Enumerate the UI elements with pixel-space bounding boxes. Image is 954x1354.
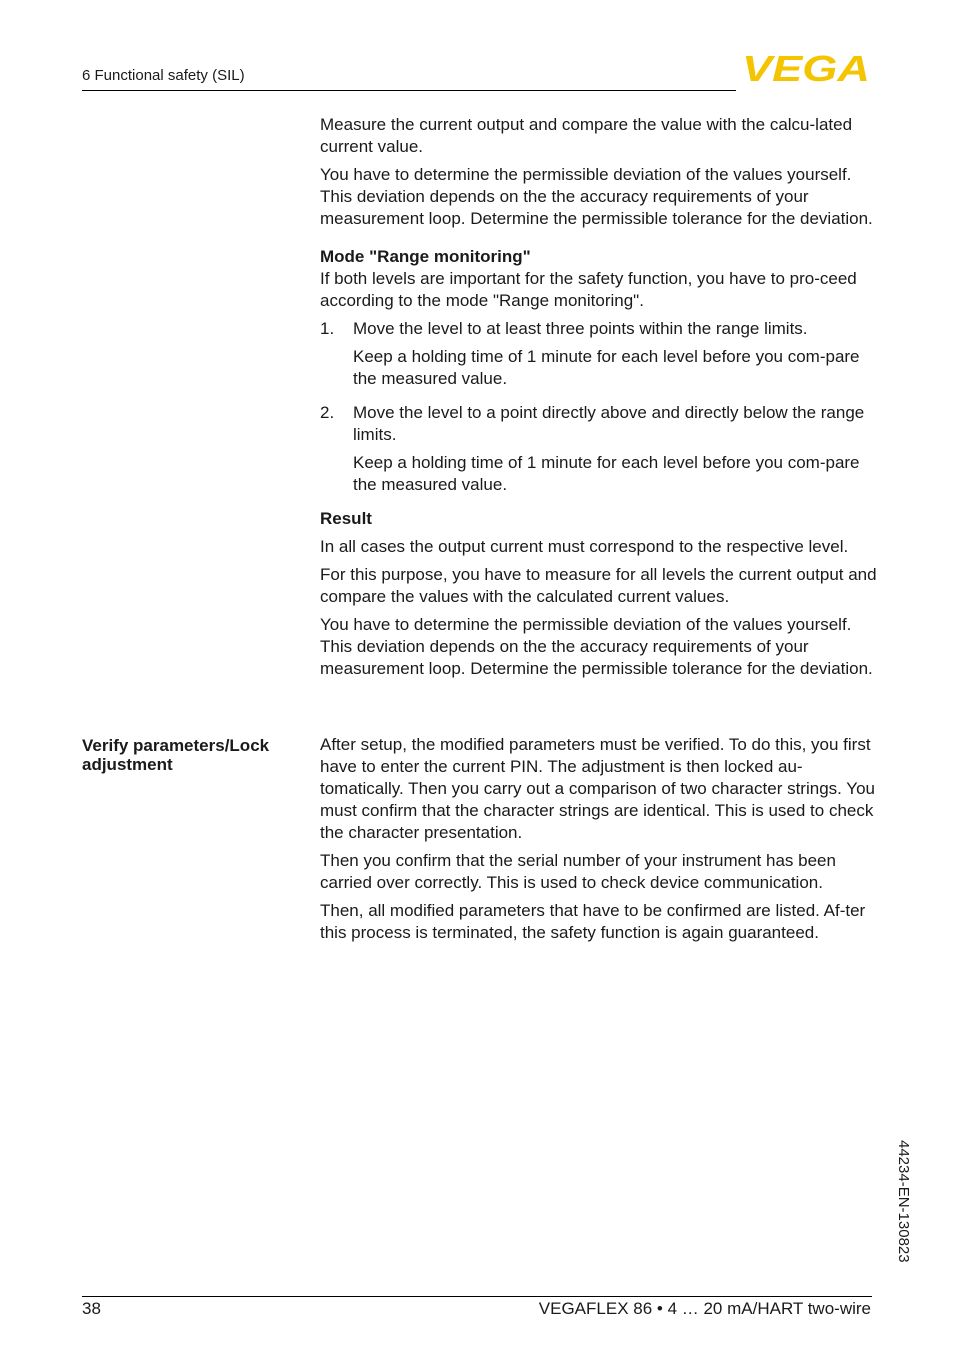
paragraph: In all cases the output current must correspond to the respective level. xyxy=(320,537,849,556)
document-id: 44234-EN-130823 xyxy=(895,1140,912,1263)
list-number: 2. xyxy=(320,403,335,422)
paragraph: Then, all modified parameters that have to be confirmed are listed. Af-ter this process is terminated, the safety function is again guaranteed. xyxy=(320,901,866,942)
verify-content xyxy=(320,734,880,950)
vega-logo xyxy=(742,52,872,84)
step-text: Move the level to at least three points within the range limits. xyxy=(353,319,808,338)
paragraph: You have to determine the permissible deviation of the values yourself. This deviation depends on the the accuracy requirements of your measurement loop. Determine the permissible tolerance for the deviation. xyxy=(320,615,873,678)
step-note: Keep a holding time of 1 minute for each level before you com-pare the measured value. xyxy=(353,347,860,388)
header-section-title: 6 Functional safety (SIL) xyxy=(82,67,245,84)
footer-product-name: VEGAFLEX 86 • 4 … 20 mA/HART two-wire xyxy=(538,1299,871,1318)
paragraph: After setup, the modified parameters must be verified. To do this, you first have to enter the current PIN. The adjustment is then locked au-tomatically. Then you carry out a comparison of two character strings. You must confirm that the character strings are identical. This is used to check the character presentation. xyxy=(320,735,875,842)
paragraph: You have to determine the permissible deviation of the values yourself. This deviation depends on the the accuracy requirements of your measurement loop. Determine the permissible tolerance for the deviation. xyxy=(320,165,873,228)
paragraph: For this purpose, you have to measure for all levels the current output and compare the values with the calculated current values. xyxy=(320,565,877,606)
paragraph: Measure the current output and compare the value with the calcu-lated current value. xyxy=(320,115,853,156)
verify-heading: Verify parameters/Lock adjustment xyxy=(82,736,270,774)
step-note: Keep a holding time of 1 minute for each level before you com-pare the measured value. xyxy=(353,453,860,494)
step-text: Move the level to a point directly above and directly below the range limits. xyxy=(353,403,865,444)
svg-text:VEGA: VEGA xyxy=(742,52,870,84)
header-rule xyxy=(82,90,736,91)
range-monitoring-heading: Mode "Range monitoring" xyxy=(320,247,531,266)
main-content xyxy=(320,114,880,686)
paragraph: Then you confirm that the serial number of your instrument has been carried over correctly. This is used to check device communication. xyxy=(320,851,836,892)
page-number: 38 xyxy=(82,1299,101,1318)
list-item xyxy=(320,402,880,502)
footer-rule xyxy=(82,1296,872,1297)
paragraph: If both levels are important for the safety function, you have to pro-ceed according to the mode "Range monitoring". xyxy=(320,269,857,310)
result-heading: Result xyxy=(320,509,372,528)
list-number: 1. xyxy=(320,319,335,338)
list-item xyxy=(320,318,880,396)
